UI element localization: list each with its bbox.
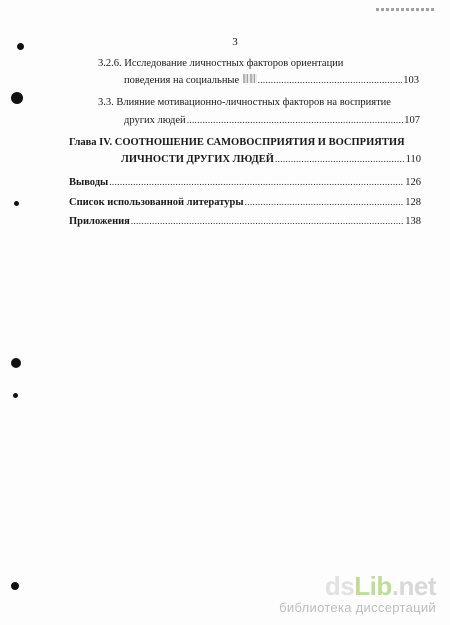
watermark-logo-net: .net <box>391 571 436 601</box>
toc-chapter-4-page: 110 <box>405 154 421 165</box>
toc-appendix-label: Приложения <box>69 216 130 227</box>
toc-item-3-2-6-page: 103 <box>403 75 419 86</box>
leader-dots <box>187 113 404 127</box>
leader-dots <box>131 214 404 228</box>
scan-mark <box>14 201 19 206</box>
watermark-subtitle: библиотека диссертаций <box>279 600 436 615</box>
toc-item-3-3-line2 <box>124 113 420 128</box>
toc-chapter-4-line1 <box>69 136 405 150</box>
toc-conclusions-label: Выводы <box>69 177 109 188</box>
toc-chapter-4-title-cont: ЛИЧНОСТИ ДРУГИХ ЛЮДЕЙ <box>121 154 274 165</box>
toc-conclusions <box>69 175 421 190</box>
watermark-logo-lib: Lib <box>354 571 392 601</box>
watermark <box>279 573 436 615</box>
scan-mark <box>11 582 19 590</box>
toc-item-3-2-6-title-cont: поведения на социальные <box>124 75 240 86</box>
toc-item-3-2-6-line2 <box>124 73 419 88</box>
page-number: 3 <box>232 36 238 48</box>
toc-item-3-3-line1 <box>98 96 391 110</box>
scan-mark <box>11 92 23 104</box>
toc-appendix-page: 138 <box>405 216 421 227</box>
toc-item-3-2-6-title: 3.2.6. Исследование личностных факторов ориентации <box>98 58 344 69</box>
toc-conclusions-page: 126 <box>405 177 421 188</box>
scan-mark <box>11 358 21 368</box>
toc-item-3-3-page: 107 <box>404 115 420 126</box>
leader-dots <box>109 175 404 189</box>
smudged-text <box>243 74 256 83</box>
toc-references-page: 128 <box>405 197 421 208</box>
toc-references-label: Список использованной литературы <box>69 197 244 208</box>
toc-item-3-3-title: 3.3. Влияние мотивационно-личностных факторов на восприятие <box>98 97 391 108</box>
watermark-logo-ds: ds <box>324 571 355 601</box>
toc-chapter-4-line2 <box>121 152 421 167</box>
toc-appendix <box>69 214 421 229</box>
leader-dots <box>245 195 405 209</box>
toc-chapter-4-title: Глава IV. СООТНОШЕНИЕ САМОВОСПРИЯТИЯ И ВОСПРИЯТИЯ <box>69 137 405 148</box>
leader-dots <box>258 73 403 87</box>
toc-item-3-3-title-cont: других людей <box>124 115 186 126</box>
scan-artifact <box>376 8 436 11</box>
leader-dots <box>275 152 405 166</box>
toc-references <box>69 195 421 210</box>
watermark-logo <box>279 573 436 599</box>
scan-mark <box>13 393 18 398</box>
toc-item-3-2-6-line1 <box>98 57 343 71</box>
